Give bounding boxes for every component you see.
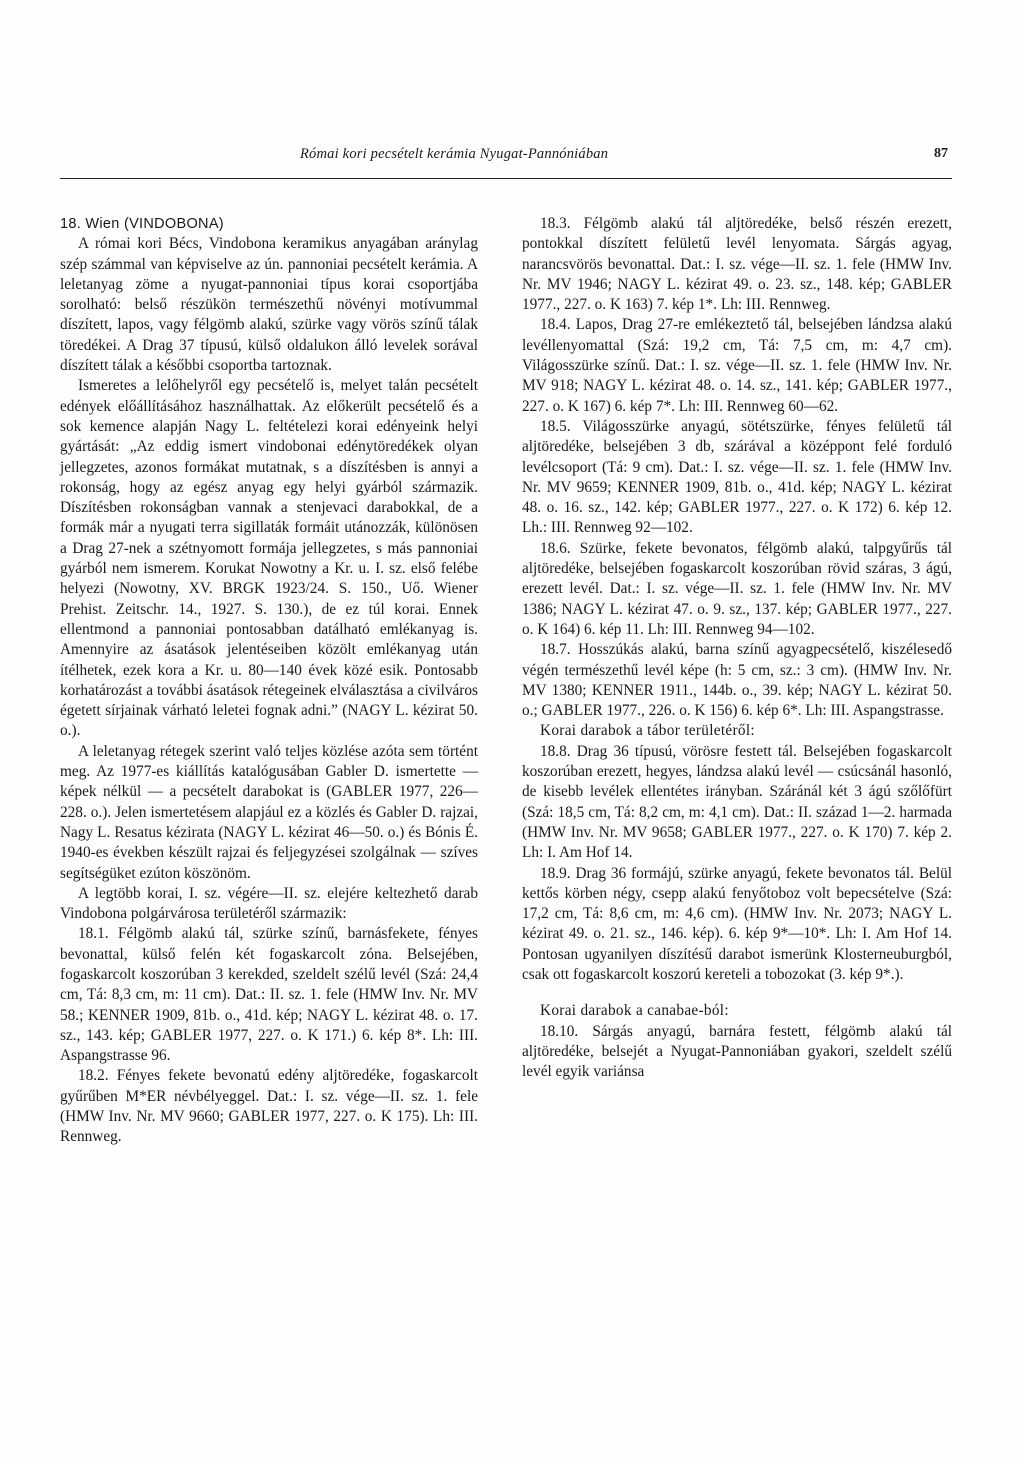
catalog-entry: 18.7. Hosszúkás alakú, barna színű agyagpecsételő, kiszélesedő végén természethű levél képe (h: 5 cm, sz.: 3 cm). (HMW Inv. Nr. MV 1380; KENNER 1911., 144b. o., 39. kép; NAGY L. kézirat 50. o.; GABLER 1977., 226. o. K 156) 6. kép 6*. Lh: III. Aspangstrasse. — [522, 641, 952, 720]
catalog-entry: 18.9. Drag 36 formájú, szürke anyagú, fekete bevonatos tál. Belül kettős körben négy, csepp alakú fenyőtoboz volt bepecsételve (Szá: 17,2 cm, Tá: 8,6 cm, m: 4,6 cm). (HMW Inv. Nr. 2073; NAGY L. kézirat 49. o. 21. sz., 146. kép). 6. kép 9*—10*. Lh: I. Am Hof 14. Pontosan ugyanilyen díszítésű darabot ismerünk Klosterneuburgból, csak ott fogaskarcolt koszorú kereteli a tobozokat (3. kép 9*.). — [522, 864, 952, 983]
sub-heading: Korai darabok a canabae-ból: — [540, 1002, 729, 1020]
paragraph: A leletanyag rétegek szerint való teljes közlése azóta sem történt meg. Az 1977-es kiállítás katalógusában Gabler D. ismertette — képek nélkül — a pecsételt darabokat is (GABLER 1977, 226—228. o.). Jelen ismertetésem alapjául ez a közlés és Gabler D. rajzai, Nagy L. Resatus kézirata (NAGY L. kézirat 46—50. o.) és Bónis É. 1940-es években készült rajzai és feljegyzései szolgálnak — szíves segítségüket ezúton köszönöm. — [60, 742, 478, 882]
paragraph: A római kori Bécs, Vindobona keramikus anyagában aránylag szép számmal van képviselve az ún. pannoniai pecsételt kerámia. A leletanyag zöme a nyugat-pannoniai típus korai csoportjába sorolható: belső részükön természethű növényi motívummal díszített, lapos, vagy félgömb alakú, szürke vagy vörös színű tálak töredékei. A Drag 37 típusú, külső oldalukon álló levelek sorával díszített tálak a későbbi csoportba tartoznak. — [60, 235, 478, 375]
running-header — [60, 146, 952, 170]
scan-artifacts — [20, 55, 1010, 95]
left-column — [60, 214, 478, 1148]
sub-heading: Korai darabok a tábor területéről: — [540, 722, 755, 740]
right-column — [522, 214, 952, 1082]
catalog-entry: 18.1. Félgömb alakú tál, szürke színű, barnásfekete, fényes bevonattal, külső felén két fogaskarcolt zóna. Belsejében, fogaskarcolt koszorúban 3 kerekded, szeldelt szélű levél (Szá: 24,4 cm, Tá: 8,3 cm, m: 11 cm). Dat.: II. sz. 1. fele (HMW Inv. Nr. MV 58.; KENNER 1909, 81b. o., 41d. kép; NAGY L. kézirat 48. o. 17. sz., 143. kép; GABLER 1977, 227. o. K 171.) 6. kép 8*. Lh: III. Aspangstrasse 96. — [60, 925, 478, 1065]
catalog-entry: 18.8. Drag 36 típusú, vörösre festett tál. Belsejében fogaskarcolt koszorúban erezett, hegyes, lándzsa alakú levél — csúcsánál hasonló, de kisebb levélek ellentétes irányban. Száránál két 3 ágú szőlőfürt (Szá: 18,5 cm, Tá: 8,2 cm, m: 4,1 cm). Dat.: II. század 1—2. harmada (HMW Inv. Nr. MV 9658; GABLER 1977., 227. o. K 170) 7. kép 2. Lh: I. Am Hof 14. — [522, 742, 952, 862]
page-number: 87 — [934, 146, 948, 161]
catalog-entry: 18.6. Szürke, fekete bevonatos, félgömb alakú, talpgyűrűs tál aljtöredéke, belsejében fogaskarcolt koszorúban rövid száras, 3 ágú, erezett levél. Dat.: I. sz. vége—II. sz. 1. fele (HMW Inv. Nr. MV 1386; NAGY L. kézirat 47. o. 9. sz., 137. kép; GABLER 1977., 227. o. K 164) 6. kép 11. Lh: III. Rennweg 94—102. — [522, 539, 952, 638]
catalog-entry: 18.3. Félgömb alakú tál aljtöredéke, belső részén erezett, pontokkal díszített felületű levél lenyomata. Sárgás agyag, narancsvörös bevonattal. Dat.: I. sz. vége—II. sz. 1. fele (HMW Inv. Nr. MV 1946; NAGY L. kézirat 49. o. 23. sz., 148. kép; GABLER 1977., 227. o. K 163) 7. kép 1*. Lh: III. Rennweg. — [522, 215, 952, 314]
catalog-entry: 18.4. Lapos, Drag 27-re emlékeztető tál, belsejében lándzsa alakú levéllenyomattal (Szá: 19,2 cm, Tá: 7,5 cm, m: 4,7 cm). Világosszürke színű. Dat.: I. sz. vége—II. sz. 1. fele (HMW Inv. Nr. MV 918; NAGY L. kézirat 48. o. 14. sz., 141. kép; GABLER 1977., 227. o. K 167) 6. kép 7*. Lh: III. Rennweg 60—62. — [522, 316, 952, 415]
paragraph: A legtöbb korai, I. sz. végére—II. sz. elejére keltezhető darab Vindobona polgárvárosa területéről származik: — [60, 884, 478, 923]
running-title: Római kori pecsételt kerámia Nyugat-Pannóniában — [300, 146, 609, 162]
paragraph: Ismeretes a lelőhelyről egy pecsételő is, melyet talán pecsételt edények előállításához használhattak. Az előkerült pecsételő és a sok kemence alapján Nagy L. feltételezi korai edényeink helyi gyártását: „Az eddig ismert vindobonai edénytöredékek olyan jellegzetes, azonos formákat mutatnak, s a díszítésben is annyi a rokonság, hogy az egész anyag egy helyi gyárból származik. Díszítésben rokonságban vannak a stenjevaci darabokkal, de a formák már a nyugati terra sigillaták formáit utánozzák, különösen a Drag 27-nek a szétnyomott formája jellegzetes, s más pannoniai gyárból nem ismerem. Korukat Nowotny a Kr. u. I. sz. első felébe helyezi (Nowotny, XV. BRGK 1923/24. S. 150., Uő. Wiener Prehist. Zeitschr. 14., 1927. S. 130.), de ez túl korai. Ennek ellentmond a pannoniai pontosabban datálható emlékanyag is. Amennyire az ásatások jelentéseiben közölt emlékanyag után ítélhetek, ezek kora a Kr. u. 80—140 évek közé esik. Pontosabb korhatározást a további ásatások rétegeinek elválasztása a civilváros égetett sírjainak várható leletei fognak adni.” (NAGY L. kézirat 50. o.). — [60, 377, 478, 740]
catalog-entry: 18.10. Sárgás anyagú, barnára festett, félgömb alakú tál aljtöredéke, belsejét a Nyugat-Pannoniában gyakori, szeldelt szélű levél egyik variánsa — [522, 1022, 952, 1081]
section-heading: 18. Wien (VINDOBONA) — [60, 216, 224, 232]
header-rule — [60, 178, 952, 179]
catalog-entry: 18.5. Világosszürke anyagú, sötétszürke, fényes felületű tál aljtöredéke, belsejében 3 db, szárával a középpont felé forduló levélcsoport (Tá: 9 cm). Dat.: I. sz. vége—II. sz. 1. fele (HMW Inv. Nr. MV 9659; KENNER 1909, 81b. o., 41d. kép; NAGY L. kézirat 48. o. 16. sz., 142. kép; GABLER 1977., 227. o. K 172) 6. kép 12. Lh.: III. Rennweg 92—102. — [522, 417, 952, 537]
catalog-entry: 18.2. Fényes fekete bevonatú edény aljtöredéke, fogaskarcolt gyűrűben M*ER névbélyeggel. Dat.: I. sz. vége—II. sz. 1. fele (HMW Inv. Nr. MV 9660; GABLER 1977, 227. o. K 175). Lh: III. Rennweg. — [60, 1067, 478, 1146]
